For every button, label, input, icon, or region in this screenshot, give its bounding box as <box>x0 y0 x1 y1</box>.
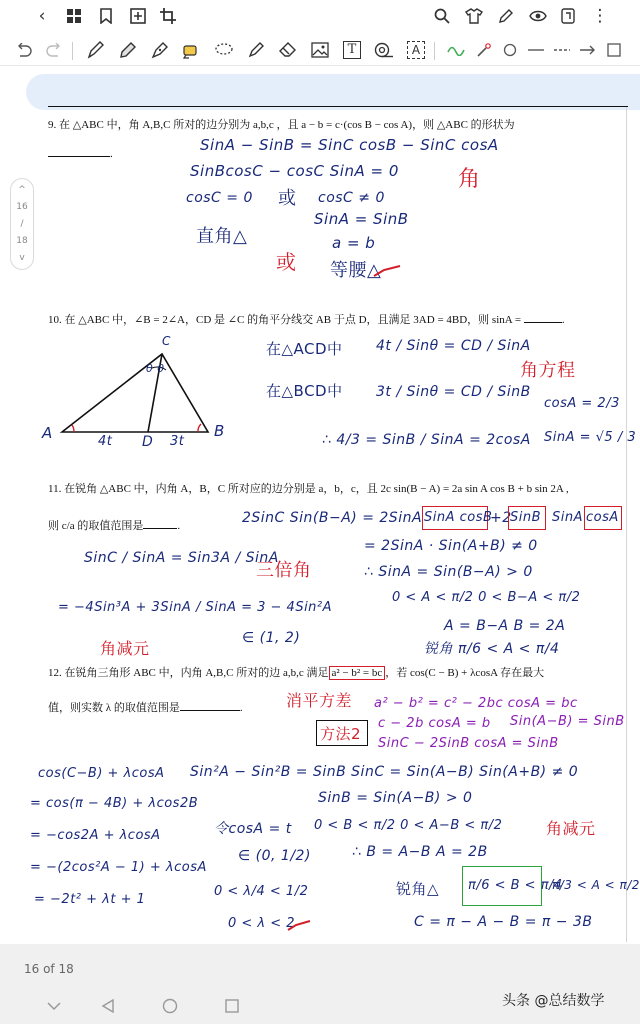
seg-ad: 4t <box>98 434 113 449</box>
hw-q12-tag2: 角减元 <box>546 819 596 838</box>
page-nav-slash: / <box>20 219 24 229</box>
hw-q11-acute: 锐角 π/6 < A < π/4 <box>424 641 560 657</box>
marker-icon[interactable] <box>244 38 268 62</box>
hw-q12-method: 方法2 <box>320 725 362 743</box>
hw-q9-l3b: 或 <box>278 188 297 209</box>
question-11-line2 <box>48 518 180 534</box>
hw-q12-let: 令cosA = t <box>214 821 292 837</box>
hw-q12-ans: 0 < λ < 2 <box>228 916 296 931</box>
more-icon[interactable] <box>588 4 612 28</box>
hw-q11-l1a: 2SinC Sin(B−A) = 2SinA <box>242 510 423 526</box>
ocr-tool-glyph: A <box>407 41 425 59</box>
hw-q9-tag: 角 <box>458 167 481 192</box>
page-up-icon[interactable]: ^ <box>18 185 26 195</box>
eraser-icon[interactable] <box>276 38 300 62</box>
q11-stem-suffix: . <box>177 520 181 532</box>
question-9-text <box>48 118 515 133</box>
hw-q11-l1e: SinA <box>552 510 583 525</box>
hw-q12-s1: SinB = Sin(A−B) > 0 <box>318 790 473 806</box>
hw-q12-c2: = cos(π − 4B) + λcos2B <box>30 796 199 811</box>
page-navigator[interactable] <box>10 178 34 270</box>
text-tool-glyph: T <box>343 41 361 59</box>
hw-q12-s3: ∴ B = A−B A = 2B <box>352 844 488 860</box>
hw-q11-l4: 0 < A < π/2 0 < B−A < π/2 <box>392 590 581 605</box>
hw-q9-l3a: cosC = 0 <box>186 190 253 206</box>
bookmark-icon[interactable] <box>94 4 118 28</box>
search-icon[interactable] <box>430 4 454 28</box>
laser-pointer-icon[interactable] <box>472 38 496 62</box>
hw-q11-l1b: SinA cosB <box>424 510 493 525</box>
hw-q10-tag: 角方程 <box>520 360 576 381</box>
arrow-shape-icon[interactable] <box>576 38 600 62</box>
fountain-pen-icon[interactable] <box>148 38 172 62</box>
back-glyph: ‹ <box>38 6 46 26</box>
hw-q9-or: 或 <box>276 250 297 274</box>
hw-q12-m4: Sin(A−B) = SinB <box>510 714 625 729</box>
grid-icon[interactable] <box>62 4 86 28</box>
line-shape-icon[interactable] <box>524 38 548 62</box>
shirt-icon[interactable] <box>462 4 486 28</box>
back-icon[interactable] <box>30 4 54 28</box>
q12-boxed-condition: a² − b² = bc <box>329 666 386 680</box>
q10-stem: 10. 在 △ABC 中，∠B = 2∠A，CD 是 ∠C 的角平分线交 AB 于点 D，且满足 3AD = 4BD，则 sinA = <box>48 314 524 326</box>
nav-recents-icon[interactable] <box>222 996 242 1016</box>
hw-q9-l4: SinA = SinB <box>314 210 409 228</box>
angle-theta: θ θ <box>146 362 165 375</box>
hw-q12-m1: a² − b² = c² − 2bc cosA = bc <box>374 696 578 711</box>
hw-q10-l1eq: 4t / Sinθ = CD / SinA <box>376 338 531 354</box>
hw-q9-right: 直角△ <box>196 226 248 247</box>
text-tool-icon[interactable] <box>340 38 364 62</box>
dashed-line-icon[interactable] <box>550 38 574 62</box>
hw-q9-l1: SinA − SinB = SinC cosB − SinC cosA <box>200 136 499 154</box>
triangle-diagram <box>40 332 240 452</box>
hw-q9-iso: 等腰△ <box>330 260 382 281</box>
q11-stem-line2: 则 c/a 的取值范围是 <box>48 520 144 532</box>
more-glyph: ⋮ <box>591 6 609 26</box>
question-11-line1 <box>48 482 569 497</box>
hw-q12-dom: ∈ (0, 1/2) <box>238 848 311 864</box>
eye-icon[interactable] <box>526 4 550 28</box>
pencil-icon[interactable] <box>116 38 140 62</box>
page-nav-total: 18 <box>16 236 28 246</box>
square-shape-icon[interactable] <box>602 38 626 62</box>
hw-q12-tag: 消平方差 <box>286 691 353 710</box>
question-12-line1 <box>48 666 544 681</box>
hw-q12-s4b: π/6 < B < π/4 <box>468 878 563 893</box>
hw-q12-s5: C = π − A − B = π − 3B <box>414 914 593 930</box>
tape-icon[interactable] <box>372 38 396 62</box>
question-10-text: 10. 在 △ABC 中，∠B = 2∠A，CD 是 ∠C 的角平分线交 AB 于点 D，且满足 3AD = 4BD，则 sinA = . <box>48 314 565 326</box>
vertex-c: C <box>162 334 171 348</box>
page-header-banner <box>26 74 640 110</box>
hw-q9-l5: a = b <box>332 234 376 252</box>
highlighter-icon[interactable] <box>178 38 202 62</box>
hw-q10-l3: ∴ 4/3 = SinB / SinA = 2cosA <box>322 432 531 448</box>
hw-q11-l1c: +2 <box>490 510 512 526</box>
hw-q11-range: ∈ (1, 2) <box>242 630 301 646</box>
vertex-d: D <box>142 434 154 450</box>
lasso-icon[interactable] <box>212 38 236 62</box>
hw-q12-c4: = −(2cos²A − 1) + λcosA <box>30 860 207 875</box>
q12-stem-line2: 值，则实数 λ 的取值范围是 <box>48 702 180 714</box>
page-nav-current: 16 <box>16 202 28 212</box>
hw-q11-l2: = 2SinA · Sin(A+B) ≠ 0 <box>364 538 538 554</box>
page-down-icon[interactable]: v <box>19 253 25 263</box>
add-page-icon[interactable] <box>126 4 150 28</box>
watermark: 头条 @总结数学 <box>502 993 605 1009</box>
hw-q12-s4c: π/3 < A < π/2 <box>552 878 640 892</box>
hw-q10-l2: 在△BCD中 <box>266 382 343 400</box>
hw-q10-sin: SinA = √5 / 3 <box>544 430 637 445</box>
hw-q10-l2eq: 3t / Sinθ = CD / SinB <box>376 384 531 400</box>
toolbar-separator <box>72 42 73 60</box>
nav-back-icon[interactable] <box>98 996 118 1016</box>
collapse-icon[interactable] <box>44 996 64 1016</box>
question-12-line2: 值，则实数 λ 的取值范围是 . <box>48 702 243 714</box>
hw-q11-tag2: 角减元 <box>100 639 150 658</box>
hw-q12-cond: 0 < λ/4 < 1/2 <box>214 884 309 899</box>
hw-q11-l3: ∴ SinA = Sin(B−A) > 0 <box>364 564 533 580</box>
q12-stem: 12. 在锐角三角形 ABC 中，内角 A,B,C 所对的边 a,b,c 满足 <box>48 667 329 679</box>
nav-home-icon[interactable] <box>160 996 180 1016</box>
hw-q11-expr: = −4Sin³A + 3SinA / SinA = 3 − 4Sin²A <box>58 600 333 615</box>
top-app-bar <box>0 0 640 32</box>
page-right-edge <box>626 106 627 942</box>
export-icon[interactable] <box>556 4 580 28</box>
hw-q9-l2: SinBcosC − cosC SinA = 0 <box>190 162 399 180</box>
crop-icon[interactable] <box>156 4 180 28</box>
ocr-text-icon[interactable] <box>404 38 428 62</box>
hw-q12-c5: = −2t² + λt + 1 <box>34 892 146 907</box>
hw-q12-m3: SinC − 2SinB cosA = SinB <box>378 736 559 751</box>
image-icon[interactable] <box>308 38 332 62</box>
toolbar-separator <box>434 42 435 60</box>
hw-q10-l1: 在△ACD中 <box>266 340 343 358</box>
q9-answer-blank: . <box>48 146 113 162</box>
q9-stem: 9. 在 △ABC 中，角 A,B,C 所对的边分别为 a,b,c ，且 a − b = c·(cos B − cos A)，则 △ABC 的形状为 <box>48 119 515 131</box>
drawing-toolbar <box>0 34 640 66</box>
q12-stem-suffix: ，若 cos(C − B) + λcosA 存在最大 <box>385 667 545 679</box>
pen-edit-icon[interactable] <box>494 4 518 28</box>
seg-db: 3t <box>170 434 185 449</box>
hw-q11-frac: SinC / SinA = Sin3A / SinA <box>84 550 279 566</box>
red-check-mark <box>372 264 402 278</box>
hw-q12-c3: = −cos2A + λcosA <box>30 828 161 843</box>
hw-q12-s2: 0 < B < π/2 0 < A−B < π/2 <box>314 818 503 833</box>
hw-q12-s4a: 锐角△ <box>396 880 440 898</box>
hw-q12-main: Sin²A − Sin²B = SinB SinC = Sin(A−B) Sin(A+B) ≠ 0 <box>190 764 579 780</box>
undo-icon[interactable] <box>12 38 36 62</box>
page-indicator: 16 of 18 <box>24 962 74 976</box>
hw-q11-l1d: SinB <box>510 510 542 525</box>
vertex-b: B <box>214 422 225 440</box>
hw-q9-l3c: cosC ≠ 0 <box>318 190 385 206</box>
hw-q10-cos: cosA = 2/3 <box>544 396 620 411</box>
hw-q12-m2: c − 2b cosA = b <box>378 716 491 731</box>
circle-shape-icon[interactable] <box>498 38 522 62</box>
hw-q12-c1: cos(C−B) + λcosA <box>38 766 165 781</box>
pen-icon[interactable] <box>84 38 108 62</box>
hw-q11-tag: 三倍角 <box>256 560 312 581</box>
curve-icon[interactable] <box>444 38 468 62</box>
red-check-mark <box>286 918 312 932</box>
redo-icon[interactable] <box>42 38 66 62</box>
divider <box>48 106 628 107</box>
vertex-a: A <box>42 424 53 442</box>
footer-bar <box>0 944 640 1024</box>
hw-q11-l1f: cosA <box>586 510 619 525</box>
hw-q11-res: A = B−A B = 2A <box>444 618 566 634</box>
q11-stem: 11. 在锐角 △ABC 中，内角 A，B，C 所对应的边分别是 a，b，c，且 2c sin(B − A) = 2a sin A cos B + b sin 2A , <box>48 483 569 495</box>
